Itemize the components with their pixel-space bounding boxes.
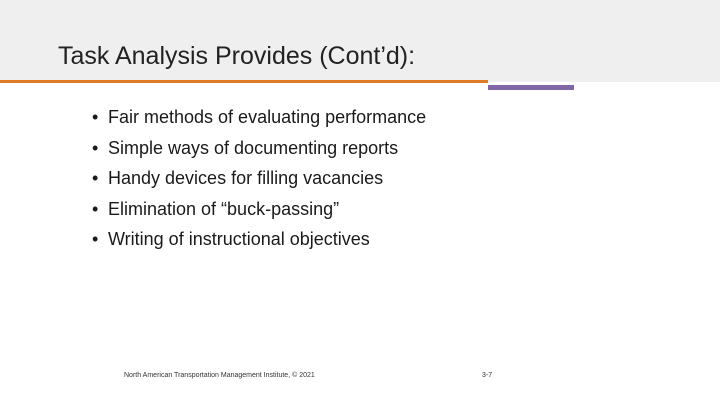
bullet-text: Simple ways of documenting reports (108, 137, 399, 158)
bullet-text: Handy devices for filling vacancies (108, 168, 384, 188)
bullet-text: Fair methods of evaluating performance (108, 107, 427, 127)
purple-accent-rule (488, 85, 574, 90)
page-number: 3-7 (482, 372, 493, 379)
bullet-item (92, 102, 426, 133)
orange-accent-rule (0, 80, 488, 83)
bullet-text: Writing of instructional objectives (108, 229, 370, 249)
bullet-item (92, 194, 426, 225)
slide-title: Task Analysis Provides (Cont’d): (58, 42, 416, 70)
bullet-item (92, 224, 426, 255)
bullet-marker: • (92, 137, 99, 158)
footer-copyright: North American Transportation Management Institute, © 2021 (124, 372, 315, 379)
bullet-marker: • (92, 168, 99, 188)
bullet-marker: • (92, 107, 99, 127)
bullet-item (92, 163, 426, 194)
bullet-marker: • (92, 229, 99, 249)
bullet-text: Elimination of “buck-passing” (108, 198, 340, 219)
bullet-marker: • (92, 198, 99, 219)
bullet-item (92, 133, 426, 164)
bullet-list (92, 102, 426, 255)
